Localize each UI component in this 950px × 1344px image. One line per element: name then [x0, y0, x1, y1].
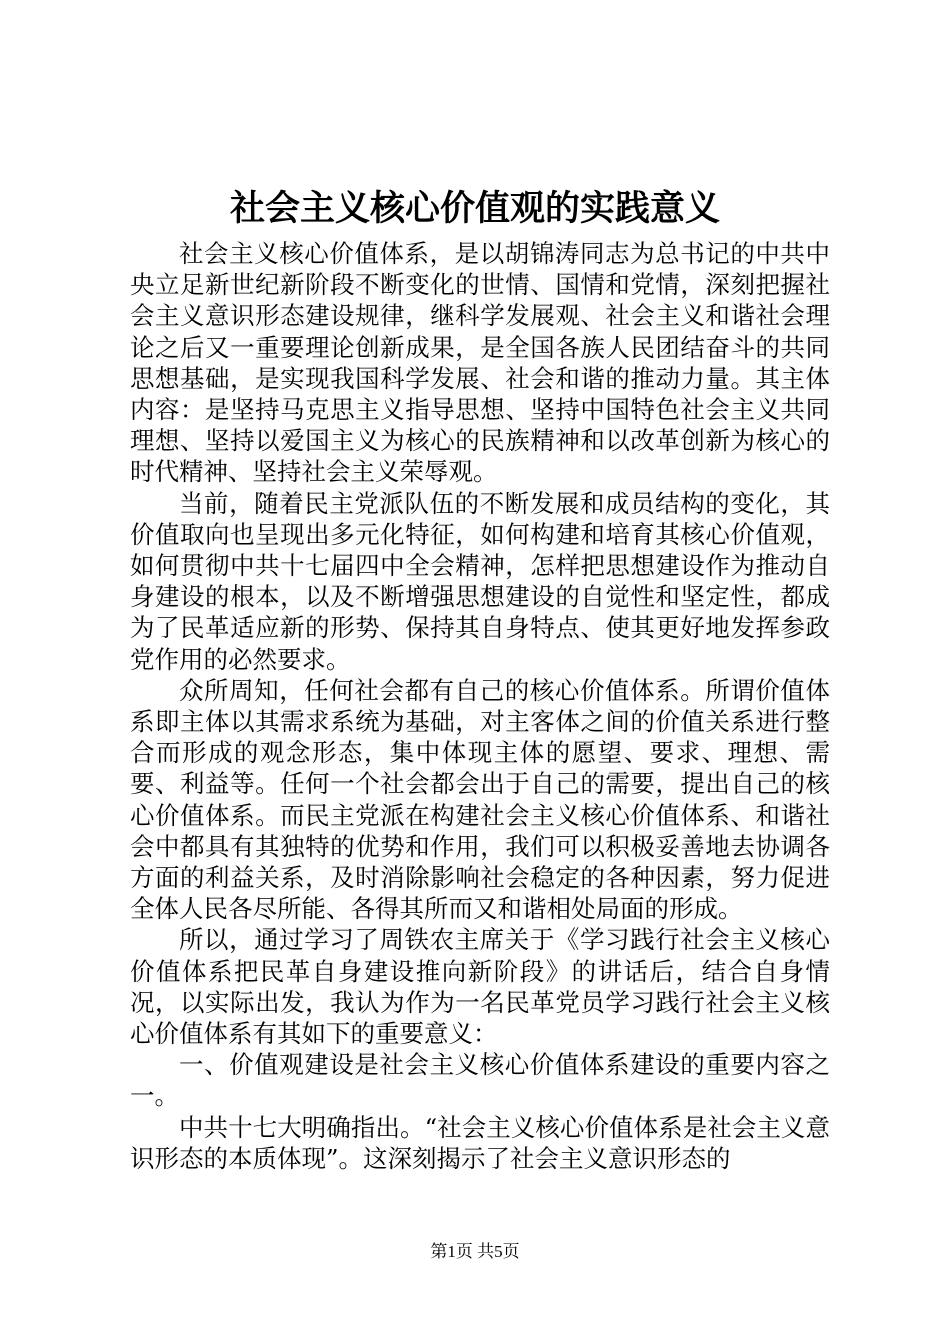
document-title: 社会主义核心价值观的实践意义 — [229, 188, 720, 229]
paragraph: 社会主义核心价值体系，是以胡锦涛同志为总书记的中共中央立足新世纪新阶段不断变化的世情、国情和党情，深刻把握社会主义意识形态建设规律，继科学发展观、社会主义和谐社会理论之后又一重要理论创新成果，是全国各族人民团结奋斗的共同思想基础，是实现我国科学发展、社会和谐的推动力量。其主体内容：是坚持马克思主义指导思想、坚持中国特色社会主义共同理想、坚持以爱国主义为核心的民族精神和以改革创新为核心的时代精神、坚持社会主义荣辱观。 — [130, 239, 830, 487]
paragraph: 中共十七大明确指出。“社会主义核心价值体系是社会主义意识形态的本质体现”。这深刻揭示了社会主义意识形态的 — [130, 1112, 830, 1173]
paragraph: 众所周知，任何社会都有自己的核心价值体系。所谓价值体系即主体以其需求系统为基础，对主客体之间的价值关系进行整合而形成的观念形态，集中体现主体的愿望、要求、理想、需要、利益等。任何一个社会都会出于自己的需要，提出自己的核心价值体系。而民主党派在构建社会主义核心价值体系、和谐社会中都具有其独特的优势和作用，我们可以积极妥善地去协调各方面的利益关系，及时消除影响社会稳定的各种因素，努力促进全体人民各尽所能、各得其所而又和谐相处局面的形成。 — [130, 675, 830, 924]
paragraph: 所以，通过学习了周铁农主席关于《学习践行社会主义核心价值体系把民革自身建设推向新阶段》的讲话后，结合自身情况，以实际出发，我认为作为一名民革党员学习践行社会主义核心价值体系有其如下的重要意义： — [130, 925, 830, 1049]
page-footer: 第1页 共5页 — [430, 1242, 520, 1261]
section-heading: 一、价值观建设是社会主义核心价值体系建设的重要内容之一。 — [130, 1050, 830, 1111]
paragraph: 当前，随着民主党派队伍的不断发展和成员结构的变化，其价值取向也呈现出多元化特征，如何构建和培育其核心价值观，如何贯彻中共十七届四中全会精神，怎样把思想建设作为推动自身建设的根本，以及不断增强思想建设的自觉性和坚定性，都成为了民革适应新的形势、保持其自身特点、使其更好地发挥参政党作用的必然要求。 — [130, 488, 830, 674]
document-body — [130, 238, 830, 1174]
